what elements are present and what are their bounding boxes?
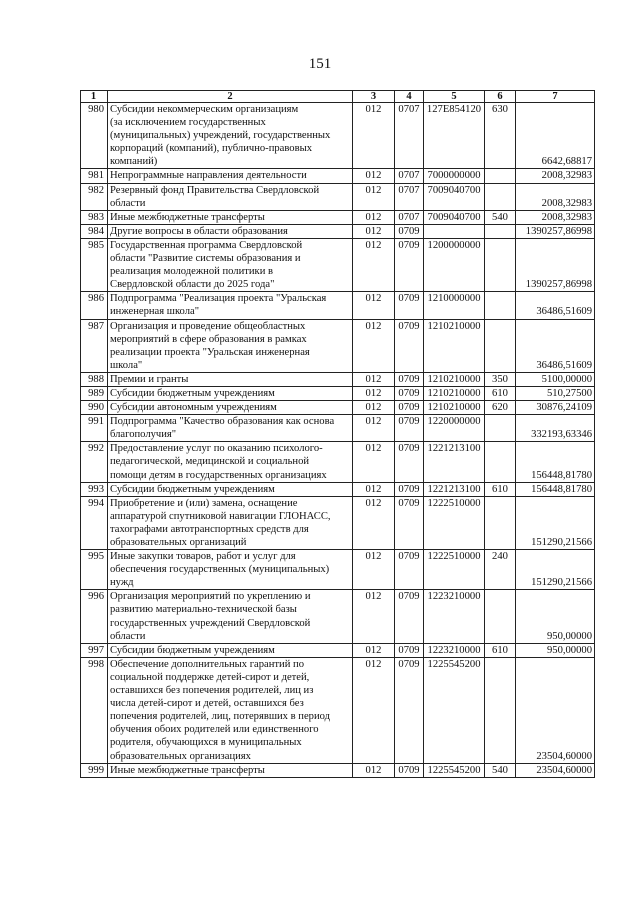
row-number: 980: [81, 103, 108, 169]
description-line: области "Развитие системы образования и: [110, 253, 301, 265]
ministry-code: 012: [353, 183, 395, 210]
description-line: родителя, обучающихся в муниципальных: [110, 737, 302, 749]
description-line: (за исключением государственных: [110, 117, 266, 129]
description-line: реализация молодежной политики в: [110, 266, 274, 278]
ministry-code: 012: [353, 590, 395, 643]
section-code: 0709: [395, 319, 424, 372]
ministry-code: 012: [353, 482, 395, 496]
section-code: 0707: [395, 103, 424, 169]
description-line: Иные межбюджетные трансферты: [110, 211, 265, 223]
ministry-code: 012: [353, 643, 395, 657]
expense-kind-code: 610: [485, 482, 516, 496]
section-code: 0709: [395, 763, 424, 777]
description-line: школа": [110, 359, 143, 371]
description-line: помощи детям в государственных организациях: [110, 469, 327, 481]
target-article-code: 1200000000: [424, 238, 485, 291]
description-line: Непрограммные направления деятельности: [110, 170, 307, 182]
row-number: 995: [81, 550, 108, 590]
target-article-code: 1210210000: [424, 319, 485, 372]
target-article-code: 1210210000: [424, 372, 485, 386]
description-line: обучения обоих родителей или единственного: [110, 724, 319, 736]
description-line: Свердловской области до 2025 года": [110, 279, 275, 291]
table-row: [81, 401, 595, 415]
description-line: Иные межбюджетные трансферты: [110, 764, 265, 776]
description-line: Предоставление услуг по оказанию психолого-: [110, 443, 323, 455]
description-line: Организация мероприятий по укреплению и: [110, 591, 311, 603]
description-line: оставшихся без попечения родителей, лиц из: [110, 685, 314, 697]
expense-kind-code: 620: [485, 401, 516, 415]
table-row: [81, 386, 595, 400]
row-number: 992: [81, 442, 108, 482]
ministry-code: 012: [353, 442, 395, 482]
expense-kind-code: 610: [485, 643, 516, 657]
description-line: (муниципальных) учреждений, государственных: [110, 130, 331, 142]
row-description: [108, 210, 353, 224]
row-description: [108, 415, 353, 442]
ministry-code: 012: [353, 292, 395, 319]
row-number: 982: [81, 183, 108, 210]
table-row: [81, 224, 595, 238]
amount-value: 2008,32983: [516, 210, 595, 224]
section-code: 0709: [395, 372, 424, 386]
description-line: тахографами автотранспортных средств для: [110, 523, 309, 535]
ministry-code: 012: [353, 238, 395, 291]
description-line: социальной поддержке детей-сирот и детей,: [110, 671, 310, 683]
expense-kind-code: 540: [485, 763, 516, 777]
description-line: благополучия": [110, 429, 177, 441]
amount-value: 1390257,86998: [516, 238, 595, 291]
target-article-code: 1220000000: [424, 415, 485, 442]
ministry-code: 012: [353, 319, 395, 372]
target-article-code: 7009040700: [424, 210, 485, 224]
table-row: [81, 657, 595, 763]
expense-kind-code: 610: [485, 386, 516, 400]
description-line: Государственная программа Свердловской: [110, 239, 303, 251]
amount-value: 36486,51609: [516, 292, 595, 319]
description-line: Иные закупки товаров, работ и услуг для: [110, 551, 296, 563]
description-line: Премии и гранты: [110, 373, 189, 385]
table-row: [81, 183, 595, 210]
row-description: [108, 319, 353, 372]
target-article-code: 1222510000: [424, 550, 485, 590]
amount-value: 2008,32983: [516, 169, 595, 183]
description-line: области: [110, 630, 146, 642]
section-code: 0707: [395, 183, 424, 210]
description-line: числа детей-сирот и детей, оставшихся без: [110, 698, 304, 710]
table-row: [81, 372, 595, 386]
row-number: 991: [81, 415, 108, 442]
table-row: [81, 590, 595, 643]
target-article-code: 1210000000: [424, 292, 485, 319]
section-code: 0709: [395, 238, 424, 291]
description-line: педагогической, медицинской и социальной: [110, 456, 310, 468]
description-line: корпораций (компаний), публично-правовых: [110, 143, 313, 155]
amount-value: 2008,32983: [516, 183, 595, 210]
section-code: 0709: [395, 442, 424, 482]
description-line: реализации проекта "Уральская инженерная: [110, 346, 310, 358]
ministry-code: 012: [353, 415, 395, 442]
row-number: 985: [81, 238, 108, 291]
amount-value: 156448,81780: [516, 482, 595, 496]
expense-kind-code: [485, 183, 516, 210]
description-line: нужд: [110, 577, 134, 589]
expense-kind-code: [485, 496, 516, 549]
row-description: [108, 169, 353, 183]
target-article-code: 1223210000: [424, 643, 485, 657]
expense-kind-code: [485, 238, 516, 291]
section-code: 0709: [395, 292, 424, 319]
table-row: [81, 643, 595, 657]
target-article-code: 1221213100: [424, 482, 485, 496]
row-description: [108, 590, 353, 643]
description-line: образовательных организациях: [110, 750, 251, 762]
target-article-code: 7009040700: [424, 183, 485, 210]
target-article-code: 7000000000: [424, 169, 485, 183]
table-row: [81, 103, 595, 169]
row-number: 986: [81, 292, 108, 319]
description-line: компаний): [110, 156, 158, 168]
table-row: [81, 763, 595, 777]
amount-value: 1390257,86998: [516, 224, 595, 238]
description-line: Субсидии некоммерческим организациям: [110, 104, 299, 115]
expense-kind-code: [485, 292, 516, 319]
description-line: обеспечения государственных (муниципальных): [110, 564, 330, 576]
table-row: [81, 169, 595, 183]
ministry-code: 012: [353, 496, 395, 549]
ministry-code: 012: [353, 763, 395, 777]
section-code: 0709: [395, 590, 424, 643]
target-article-code: 127E854120: [424, 103, 485, 169]
row-description: [108, 657, 353, 763]
table-row: [81, 442, 595, 482]
row-description: [108, 183, 353, 210]
row-description: [108, 550, 353, 590]
table-row: [81, 550, 595, 590]
description-line: Подпрограмма "Реализация проекта "Уральская: [110, 293, 327, 305]
amount-value: 332193,63346: [516, 415, 595, 442]
description-line: Другие вопросы в области образования: [110, 225, 288, 237]
column-header: 2: [108, 91, 353, 103]
section-code: 0709: [395, 415, 424, 442]
table-row: [81, 210, 595, 224]
column-header: 3: [353, 91, 395, 103]
target-article-code: [424, 224, 485, 238]
ministry-code: 012: [353, 657, 395, 763]
description-line: Подпрограмма "Качество образования как основа: [110, 416, 335, 428]
section-code: 0709: [395, 496, 424, 549]
target-article-code: 1225545200: [424, 657, 485, 763]
row-number: 998: [81, 657, 108, 763]
target-article-code: 1210210000: [424, 386, 485, 400]
section-code: 0707: [395, 210, 424, 224]
target-article-code: 1210210000: [424, 401, 485, 415]
amount-value: 510,27500: [516, 386, 595, 400]
expense-kind-code: [485, 657, 516, 763]
amount-value: 23504,60000: [516, 763, 595, 777]
amount-value: 950,00000: [516, 643, 595, 657]
table-row: [81, 238, 595, 291]
amount-value: 156448,81780: [516, 442, 595, 482]
section-code: 0709: [395, 657, 424, 763]
table-row: [81, 292, 595, 319]
target-article-code: 1223210000: [424, 590, 485, 643]
description-line: образовательных организаций: [110, 537, 247, 548]
column-header: 7: [516, 91, 595, 103]
column-header: 5: [424, 91, 485, 103]
amount-value: 30876,24109: [516, 401, 595, 415]
description-line: мероприятий в сфере образования в рамках: [110, 333, 307, 345]
description-line: области: [110, 197, 146, 209]
ministry-code: 012: [353, 169, 395, 183]
row-number: 981: [81, 169, 108, 183]
row-description: [108, 643, 353, 657]
ministry-code: 012: [353, 224, 395, 238]
row-description: [108, 238, 353, 291]
section-code: 0709: [395, 643, 424, 657]
description-line: государственных учреждений Свердловской: [110, 617, 311, 629]
column-header: 6: [485, 91, 516, 103]
amount-value: 151290,21566: [516, 550, 595, 590]
amount-value: 5100,00000: [516, 372, 595, 386]
table-body: [81, 103, 595, 778]
row-description: [108, 386, 353, 400]
amount-value: 36486,51609: [516, 319, 595, 372]
table-row: [81, 415, 595, 442]
table-row: [81, 319, 595, 372]
row-description: [108, 482, 353, 496]
amount-value: 950,00000: [516, 590, 595, 643]
row-number: 983: [81, 210, 108, 224]
row-description: [108, 224, 353, 238]
amount-value: 151290,21566: [516, 496, 595, 549]
row-description: [108, 496, 353, 549]
description-line: Субсидии бюджетным учреждениям: [110, 483, 275, 495]
description-line: Приобретение и (или) замена, оснащение: [110, 497, 298, 509]
description-line: Субсидии бюджетным учреждениям: [110, 387, 275, 399]
column-header: 1: [81, 91, 108, 103]
row-number: 984: [81, 224, 108, 238]
description-line: инженерная школа": [110, 306, 200, 318]
section-code: 0709: [395, 224, 424, 238]
ministry-code: 012: [353, 103, 395, 169]
section-code: 0709: [395, 550, 424, 590]
row-description: [108, 372, 353, 386]
budget-table: [80, 90, 595, 778]
row-number: 988: [81, 372, 108, 386]
table-header-row: [81, 91, 595, 103]
row-description: [108, 103, 353, 169]
page-number: 151: [308, 56, 332, 72]
target-article-code: 1221213100: [424, 442, 485, 482]
row-number: 990: [81, 401, 108, 415]
section-code: 0707: [395, 169, 424, 183]
section-code: 0709: [395, 482, 424, 496]
expense-kind-code: 540: [485, 210, 516, 224]
target-article-code: 1222510000: [424, 496, 485, 549]
ministry-code: 012: [353, 550, 395, 590]
description-line: Субсидии автономным учреждениям: [110, 402, 277, 414]
table-row: [81, 482, 595, 496]
expense-kind-code: 240: [485, 550, 516, 590]
description-line: попечения родителей, лиц, потерявших в период: [110, 711, 330, 723]
ministry-code: 012: [353, 210, 395, 224]
expense-kind-code: [485, 415, 516, 442]
column-header: 4: [395, 91, 424, 103]
amount-value: 6642,68817: [516, 103, 595, 169]
ministry-code: 012: [353, 386, 395, 400]
ministry-code: 012: [353, 401, 395, 415]
expense-kind-code: [485, 224, 516, 238]
expense-kind-code: [485, 319, 516, 372]
amount-value: 23504,60000: [516, 657, 595, 763]
row-description: [108, 292, 353, 319]
row-number: 993: [81, 482, 108, 496]
expense-kind-code: [485, 442, 516, 482]
expense-kind-code: [485, 169, 516, 183]
description-line: Организация и проведение общеобластных: [110, 320, 306, 332]
row-number: 987: [81, 319, 108, 372]
row-description: [108, 442, 353, 482]
row-number: 996: [81, 590, 108, 643]
section-code: 0709: [395, 401, 424, 415]
target-article-code: 1225545200: [424, 763, 485, 777]
description-line: Субсидии бюджетным учреждениям: [110, 644, 275, 656]
row-description: [108, 401, 353, 415]
row-description: [108, 763, 353, 777]
row-number: 999: [81, 763, 108, 777]
description-line: Резервный фонд Правительства Свердловской: [110, 184, 320, 196]
section-code: 0709: [395, 386, 424, 400]
description-line: развитию материально-технической базы: [110, 604, 297, 616]
row-number: 997: [81, 643, 108, 657]
expense-kind-code: 630: [485, 103, 516, 169]
row-number: 989: [81, 386, 108, 400]
expense-kind-code: [485, 590, 516, 643]
row-number: 994: [81, 496, 108, 549]
table-row: [81, 496, 595, 549]
description-line: аппаратурой спутниковой навигации ГЛОНАСС,: [110, 510, 331, 522]
description-line: Обеспечение дополнительных гарантий по: [110, 658, 305, 670]
ministry-code: 012: [353, 372, 395, 386]
expense-kind-code: 350: [485, 372, 516, 386]
